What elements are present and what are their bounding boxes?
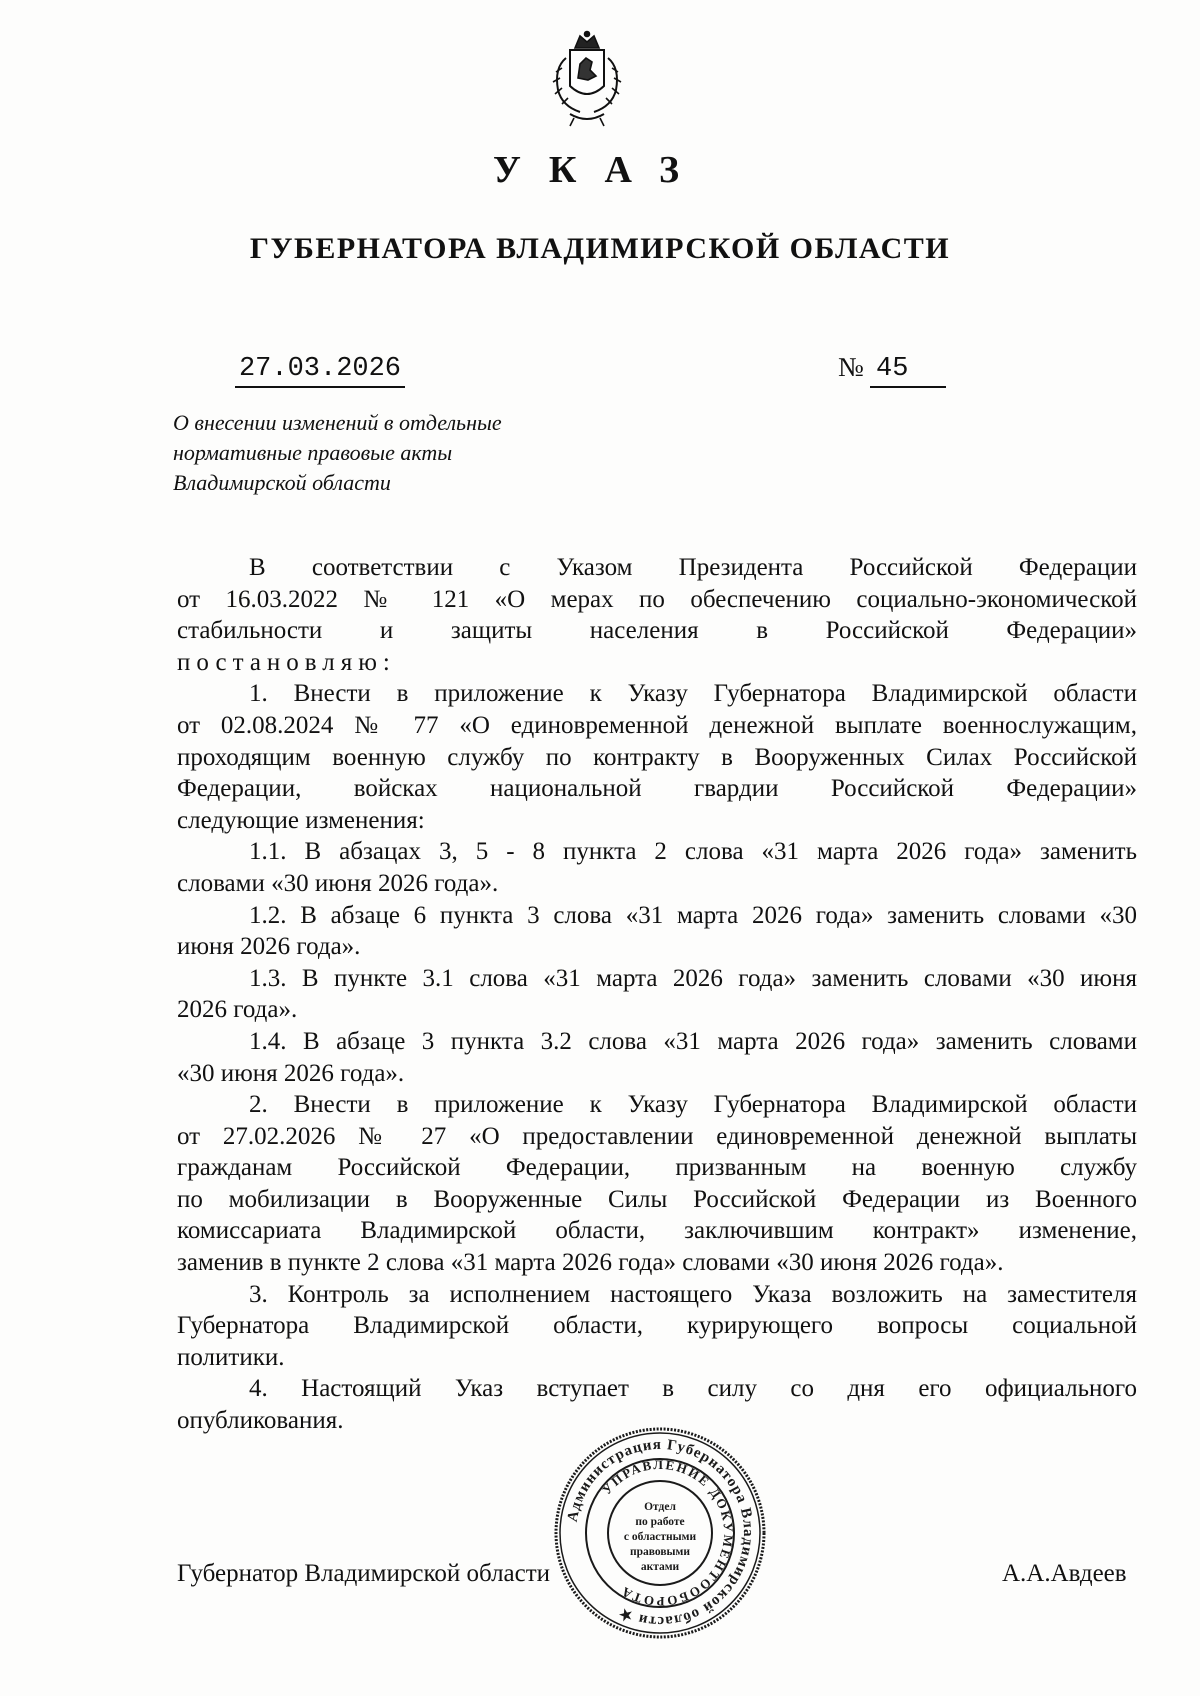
signature-name: А.А.Авдеев [1002, 1560, 1127, 1587]
body-line: проходящим военную службу по контракту в Вооруженных Силах Российской [177, 743, 1137, 771]
body-line: следующие изменения: [177, 806, 425, 834]
svg-text:с областными: с областными [623, 1531, 697, 1543]
signature-title: Губернатор Владимирской области [177, 1560, 551, 1587]
body-line: стабильности и защиты населения в Российской Федерации» [177, 617, 1137, 645]
body-line: от 16.03.2022 № 121 «О мерах по обеспечению социально-экономической [177, 585, 1137, 613]
body-line: 1.3. В пункте 3.1 слова «31 марта 2026 года» заменить словами «30 июня [249, 964, 1137, 992]
body-line: В соответствии с Указом Президента Российской Федерации [249, 554, 1137, 581]
svg-text:актами: актами [640, 1561, 680, 1573]
body-line: 4. Настоящий Указ вступает в силу со дня его официального [249, 1375, 1137, 1403]
document-title: УКАЗ [493, 149, 707, 191]
body-line: гражданам Российской Федерации, призванным на военную службу [177, 1154, 1137, 1182]
subject-line: нормативные правовые акты [173, 440, 453, 465]
body-line: 2026 года». [177, 996, 298, 1024]
official-seal-stamp [551, 1424, 769, 1642]
body-line: «30 июня 2026 года». [177, 1059, 405, 1087]
subject-line: Владимирской области [173, 470, 391, 495]
body-line: 1.2. В абзаце 6 пункта 3 слова «31 марта 2026 года» заменить словами «30 [249, 901, 1137, 929]
document-number-label: № [838, 352, 864, 382]
coat-of-arms-emblem [540, 28, 634, 128]
body-line: 3. Контроль за исполнением настоящего Указа возложить на заместителя [249, 1280, 1137, 1308]
body-line: постановляю: [177, 648, 396, 676]
document-number: 45 [870, 354, 946, 388]
svg-text:Отдел: Отдел [644, 1501, 676, 1513]
body-line: по мобилизации в Вооруженные Силы Российской Федерации из Военного [177, 1185, 1137, 1213]
body-line: Губернатора Владимирской области, курирующего вопросы социальной [177, 1312, 1137, 1340]
body-line: словами «30 июня 2026 года». [177, 869, 499, 897]
body-line: политики. [177, 1343, 285, 1371]
body-line: от 02.08.2024 № 77 «О единовременной денежной выплате военнослужащим, [177, 711, 1137, 739]
body-line: от 27.02.2026 № 27 «О предоставлении единовременной денежной выплаты [177, 1122, 1137, 1150]
subject-line: О внесении изменений в отдельные [173, 410, 502, 435]
body-line: 1.4. В абзаце 3 пункта 3.2 слова «31 марта 2026 года» заменить словами [249, 1027, 1137, 1055]
body-line: июня 2026 года». [177, 933, 361, 961]
document-body [177, 552, 1137, 1437]
document-date: 27.03.2026 [235, 354, 405, 388]
svg-text:УПРАВЛЕНИЕ ДОКУМЕНТООБОРОТА: УПРАВЛЕНИЕ ДОКУМЕНТООБОРОТА [598, 1456, 737, 1610]
body-line: заменив в пункте 2 слова «31 марта 2026 года» словами «30 июня 2026 года». [177, 1249, 1004, 1277]
document-subject [173, 408, 593, 498]
body-line: 1. Внести в приложение к Указу Губернатора Владимирской области [249, 680, 1137, 708]
body-line: Федерации, войсках национальной гвардии Российской Федерации» [177, 775, 1137, 803]
body-line: опубликования. [177, 1407, 344, 1435]
body-line: 1.1. В абзацах 3, 5 - 8 пункта 2 слова «31 марта 2026 года» заменить [249, 838, 1137, 866]
svg-text:по работе: по работе [635, 1516, 685, 1528]
svg-text:Администрация Губернатора Влад: Администрация Губернатора Владимирской области ★ [564, 1436, 757, 1630]
svg-text:правовыми: правовыми [629, 1546, 691, 1558]
document-subtitle: ГУБЕРНАТОРА ВЛАДИМИРСКОЙ ОБЛАСТИ [249, 232, 951, 265]
body-line: комиссариата Владимирской области, заключившим контракт» изменение, [177, 1217, 1137, 1245]
body-line: 2. Внести в приложение к Указу Губернатора Владимирской области [249, 1091, 1137, 1119]
